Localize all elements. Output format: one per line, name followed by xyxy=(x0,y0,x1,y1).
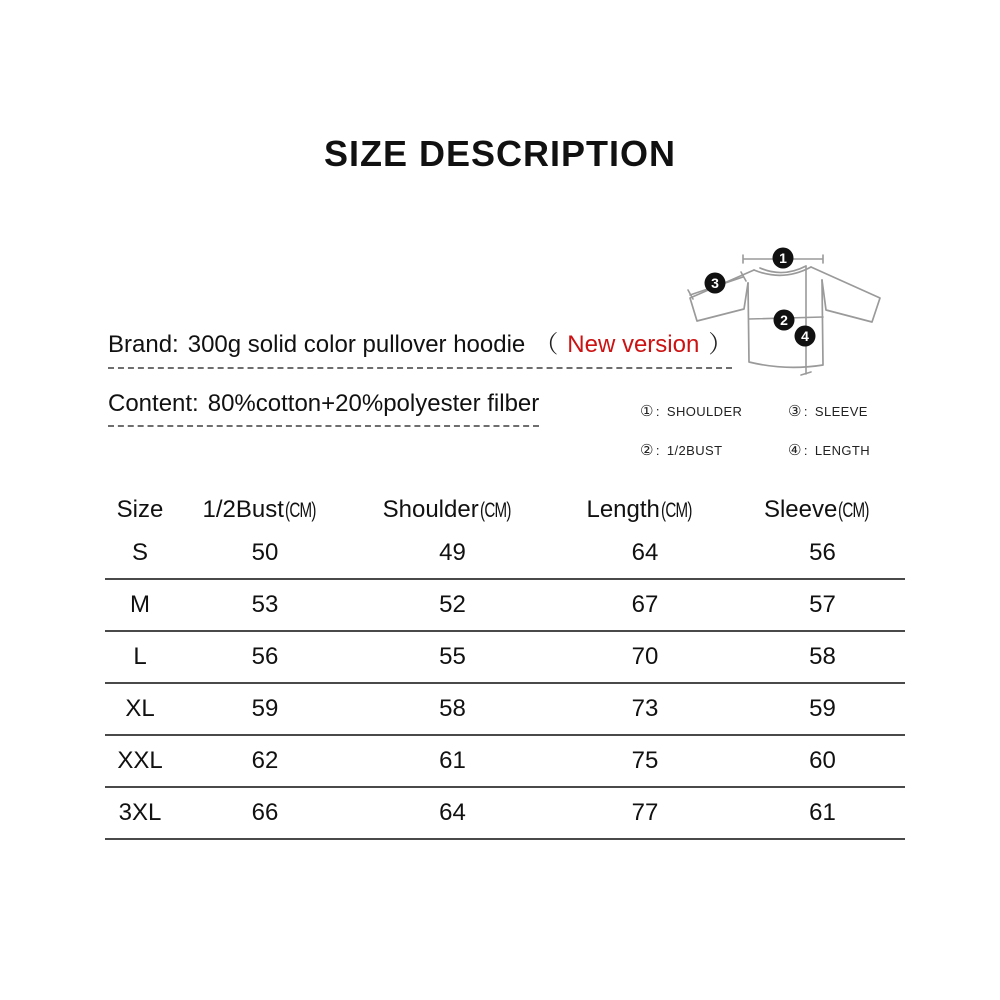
bust-cell: 66 xyxy=(251,799,279,826)
circled-2-icon: ② xyxy=(640,442,654,459)
shoulder-cell: 52 xyxy=(439,591,466,618)
column-header-bust xyxy=(175,496,355,524)
brand-value: 300g solid color pullover hoodie xyxy=(187,331,526,358)
bust-cell: 62 xyxy=(251,747,279,774)
table-row-m xyxy=(105,580,905,632)
table-row-xxl xyxy=(105,736,905,788)
legend-item-bust xyxy=(640,441,788,459)
shoulder-cell: 55 xyxy=(439,643,466,670)
legend-item-length xyxy=(788,441,920,459)
column-header-label: Sleeve xyxy=(763,496,838,523)
column-header-shoulder xyxy=(355,496,550,524)
marker-length xyxy=(795,326,816,347)
length-cell: 75 xyxy=(631,747,659,774)
size-cell: L xyxy=(133,643,147,670)
length-cell: 73 xyxy=(631,695,659,722)
marker-shoulder-number: 1 xyxy=(779,250,787,266)
brand-note-open-paren: （ xyxy=(534,331,559,358)
shoulder-cell: 58 xyxy=(439,695,466,722)
sleeve-cell: 57 xyxy=(809,591,836,618)
hoodie-measurement-diagram xyxy=(648,228,933,393)
legend-label: LENGTH xyxy=(814,443,871,458)
legend-separator: : xyxy=(803,443,808,458)
legend-label: SHOULDER xyxy=(666,404,743,419)
column-header-label: Shoulder xyxy=(382,496,479,523)
column-header-size: Size xyxy=(116,496,164,523)
legend-separator: : xyxy=(655,443,660,458)
sleeve-cell: 59 xyxy=(809,695,836,722)
content-line xyxy=(108,390,539,427)
brand-line xyxy=(108,324,732,369)
content-label: Content: xyxy=(108,390,199,417)
column-unit: (CM) xyxy=(284,499,316,522)
sleeve-cell: 56 xyxy=(809,539,836,566)
column-header-length xyxy=(550,496,740,524)
size-cell: S xyxy=(131,539,148,566)
marker-length-number: 4 xyxy=(801,328,809,344)
sleeve-cell: 61 xyxy=(809,799,836,826)
legend-item-shoulder xyxy=(640,402,788,420)
bust-cell: 50 xyxy=(251,539,279,566)
legend-separator: : xyxy=(803,404,808,419)
size-table-header-row xyxy=(105,492,905,528)
page-title: SIZE DESCRIPTION xyxy=(323,133,677,174)
sleeve-cell: 60 xyxy=(809,747,836,774)
marker-bust-number: 2 xyxy=(780,312,788,328)
column-header-sleeve xyxy=(740,496,905,524)
circled-3-icon: ③ xyxy=(788,403,802,420)
marker-shoulder xyxy=(773,248,794,269)
marker-sleeve xyxy=(705,273,726,294)
shoulder-cell: 64 xyxy=(439,799,466,826)
length-cell: 70 xyxy=(631,643,659,670)
shoulder-cell: 61 xyxy=(439,747,466,774)
table-row-s xyxy=(105,528,905,580)
measure-lines xyxy=(688,255,823,375)
column-unit: (CM) xyxy=(838,499,870,522)
legend-item-sleeve xyxy=(788,402,920,420)
brand-note-close-paren: ） xyxy=(708,331,733,358)
marker-bust xyxy=(774,310,795,331)
bust-cell: 53 xyxy=(251,591,279,618)
bust-cell: 59 xyxy=(251,695,279,722)
length-cell: 77 xyxy=(631,799,659,826)
hoodie-diagram-svg xyxy=(648,228,933,393)
circled-1-icon: ① xyxy=(640,403,654,420)
shoulder-cell: 49 xyxy=(439,539,466,566)
diagram-legend xyxy=(640,402,920,459)
table-row-3xl xyxy=(105,788,905,840)
column-header-label: Length xyxy=(586,496,660,523)
legend-label: SLEEVE xyxy=(814,404,868,419)
length-cell: 67 xyxy=(631,591,659,618)
legend-label: 1/2BUST xyxy=(666,443,723,458)
brand-label: Brand: xyxy=(108,331,179,358)
content-value: 80%cotton+20%polyester filber xyxy=(207,390,540,417)
circled-4-icon: ④ xyxy=(788,442,802,459)
size-cell: M xyxy=(130,591,150,618)
brand-note: New version xyxy=(567,331,700,358)
bust-cell: 56 xyxy=(251,643,279,670)
sleeve-cell: 58 xyxy=(809,643,836,670)
size-cell: XXL xyxy=(117,747,163,774)
table-row-l xyxy=(105,632,905,684)
column-unit: (CM) xyxy=(479,499,511,522)
length-cell: 64 xyxy=(631,539,659,566)
size-table xyxy=(105,492,905,840)
size-cell: 3XL xyxy=(118,799,162,826)
marker-sleeve-number: 3 xyxy=(711,275,719,291)
table-row-xl xyxy=(105,684,905,736)
column-header-label: 1/2Bust xyxy=(202,496,284,523)
column-unit: (CM) xyxy=(660,499,692,522)
size-cell: XL xyxy=(125,695,155,722)
legend-separator: : xyxy=(655,404,660,419)
